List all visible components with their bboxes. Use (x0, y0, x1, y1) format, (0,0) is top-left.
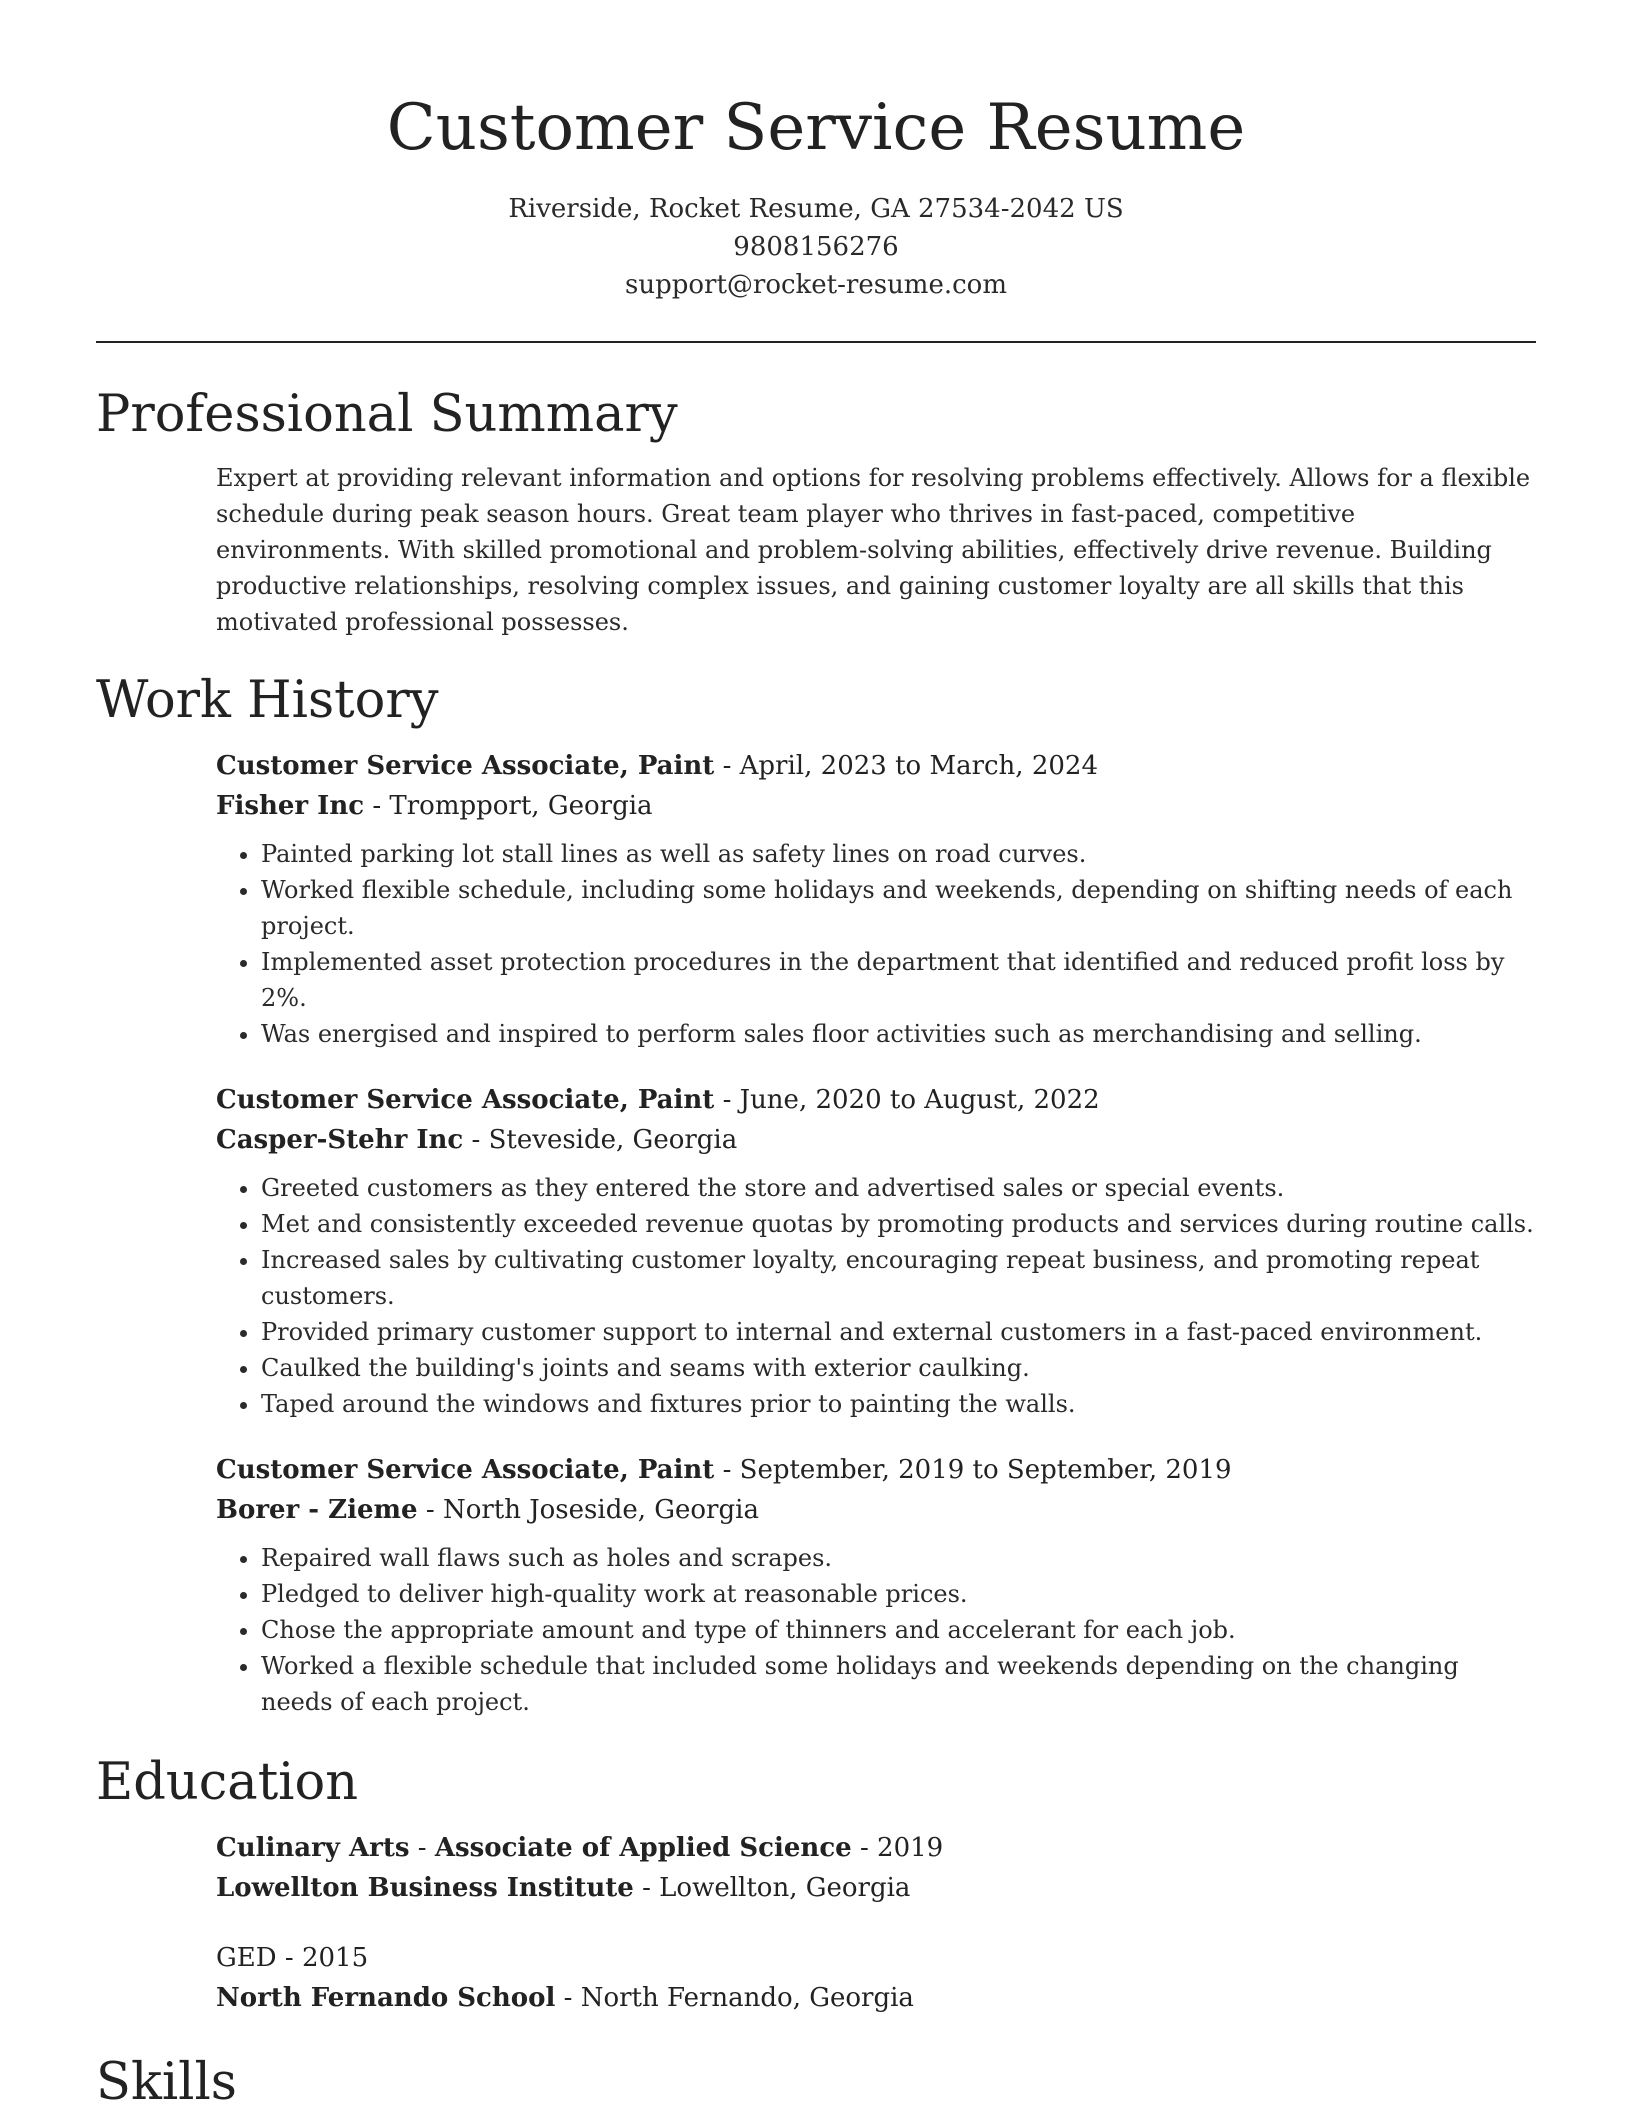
job-entry (216, 1450, 1536, 1720)
job-title: Customer Service Associate, Paint (216, 751, 715, 781)
job-bullet: • Taped around the windows and fixtures prior to painting the walls. (261, 1386, 1536, 1422)
job-location: Trompport, Georgia (389, 791, 653, 821)
job-title: Customer Service Associate, Paint (216, 1455, 715, 1485)
job-title-line: Customer Service Associate, Paint - September, 2019 to September, 2019 (216, 1455, 1232, 1485)
job-bullet: • Worked a flexible schedule that included some holidays and weekends depending on the changing needs of each project. (261, 1648, 1536, 1720)
contact-info (0, 190, 1632, 304)
job-title-line: Customer Service Associate, Paint - April, 2023 to March, 2024 (216, 751, 1099, 781)
job-bullet: • Provided primary customer support to internal and external customers in a fast-paced environment. (261, 1314, 1536, 1350)
job-dates: June, 2020 to August, 2022 (739, 1085, 1100, 1115)
job-bullet: • Pledged to deliver high-quality work at reasonable prices. (261, 1576, 1536, 1612)
contact-address: Riverside, Rocket Resume, GA 27534-2042 US (508, 194, 1124, 224)
education-field: Culinary Arts (216, 1833, 410, 1863)
summary-text: Expert at providing relevant information and options for resolving problems effectively. Allows for a flexible schedule during peak season hours. Great team player who thrives in fast-paced, competitive environments. With skilled promotional and problem-solving abilities, effectively drive revenue. Building productive relationships, resolving complex issues, and gaining customer loyalty are all skills that this motivated professional possesses. (216, 464, 1531, 636)
job-bullet: • Implemented asset protection procedures in the department that identified and reduced profit loss by 2%. (261, 944, 1536, 1016)
education-entry (216, 1938, 1536, 2018)
education-entry (216, 1828, 1536, 1908)
job-title-line: Customer Service Associate, Paint - June, 2020 to August, 2022 (216, 1085, 1100, 1115)
job-bullet: • Greeted customers as they entered the store and advertised sales or special events. (261, 1170, 1536, 1206)
job-bullet: • Caulked the building's joints and seams with exterior caulking. (261, 1350, 1536, 1386)
resume-title: Customer Service Resume (386, 91, 1246, 165)
education-location: Lowellton, Georgia (659, 1873, 911, 1903)
education-location: North Fernando, Georgia (580, 1983, 914, 2013)
job-bullet: • Worked flexible schedule, including some holidays and weekends, depending on shifting needs of each project. (261, 872, 1536, 944)
education-degree-line: GED - 2015 (216, 1943, 369, 1973)
job-bullet: • Repaired wall flaws such as holes and scrapes. (261, 1540, 1536, 1576)
job-location: Steveside, Georgia (488, 1125, 738, 1155)
education-section (96, 1748, 1536, 2018)
job-bullet: • Painted parking lot stall lines as well as safety lines on road curves. (261, 836, 1536, 872)
education-year: 2019 (877, 1833, 944, 1863)
job-dates: September, 2019 to September, 2019 (739, 1455, 1232, 1485)
job-bullet: • Chose the appropriate amount and type of thinners and accelerant for each job. (261, 1612, 1536, 1648)
job-entry (216, 746, 1536, 1052)
summary-section (96, 380, 1536, 640)
job-location: North Joseside, Georgia (442, 1495, 759, 1525)
job-dates: April, 2023 to March, 2024 (739, 751, 1099, 781)
education-degree: Associate of Applied Science (434, 1833, 852, 1863)
job-company: Borer - Zieme (216, 1495, 418, 1525)
job-company-line: Casper-Stehr Inc - Steveside, Georgia (216, 1125, 738, 1155)
job-company: Fisher Inc (216, 791, 365, 821)
education-school-line: Lowellton Business Institute - Lowellton, Georgia (216, 1873, 911, 1903)
job-bullets (216, 1540, 1536, 1720)
job-bullet: • Increased sales by cultivating customer loyalty, encouraging repeat business, and promoting repeat customers. (261, 1242, 1536, 1314)
job-title: Customer Service Associate, Paint (216, 1085, 715, 1115)
job-bullet: • Met and consistently exceeded revenue quotas by promoting products and services during routine calls. (261, 1206, 1536, 1242)
section-heading-education: Education (96, 1753, 359, 1812)
education-field: GED (216, 1943, 277, 1973)
contact-phone: 9808156276 (733, 232, 899, 262)
education-school-line: North Fernando School - North Fernando, Georgia (216, 1983, 914, 2013)
job-bullet: • Was energised and inspired to perform sales floor activities such as merchandising and selling. (261, 1016, 1536, 1052)
education-school: North Fernando School (216, 1983, 556, 2013)
section-heading-summary: Professional Summary (96, 385, 678, 444)
job-entry (216, 1080, 1536, 1422)
education-degree-line: Culinary Arts - Associate of Applied Science - 2019 (216, 1833, 944, 1863)
job-bullets (216, 1170, 1536, 1422)
resume-content (96, 380, 1536, 2128)
summary-body (216, 460, 1536, 640)
job-bullets (216, 836, 1536, 1052)
header-divider (96, 341, 1536, 343)
resume-header (0, 0, 1632, 304)
contact-email: support@rocket-resume.com (624, 270, 1007, 300)
work-history-section (96, 666, 1536, 1720)
job-company: Casper-Stehr Inc (216, 1125, 464, 1155)
section-heading-work-history: Work History (96, 671, 439, 730)
education-school: Lowellton Business Institute (216, 1873, 634, 1903)
job-company-line: Fisher Inc - Trompport, Georgia (216, 791, 653, 821)
skills-section (96, 2048, 1536, 2118)
section-heading-skills: Skills (96, 2053, 237, 2112)
education-year: 2015 (301, 1943, 369, 1973)
job-company-line: Borer - Zieme - North Joseside, Georgia (216, 1495, 759, 1525)
